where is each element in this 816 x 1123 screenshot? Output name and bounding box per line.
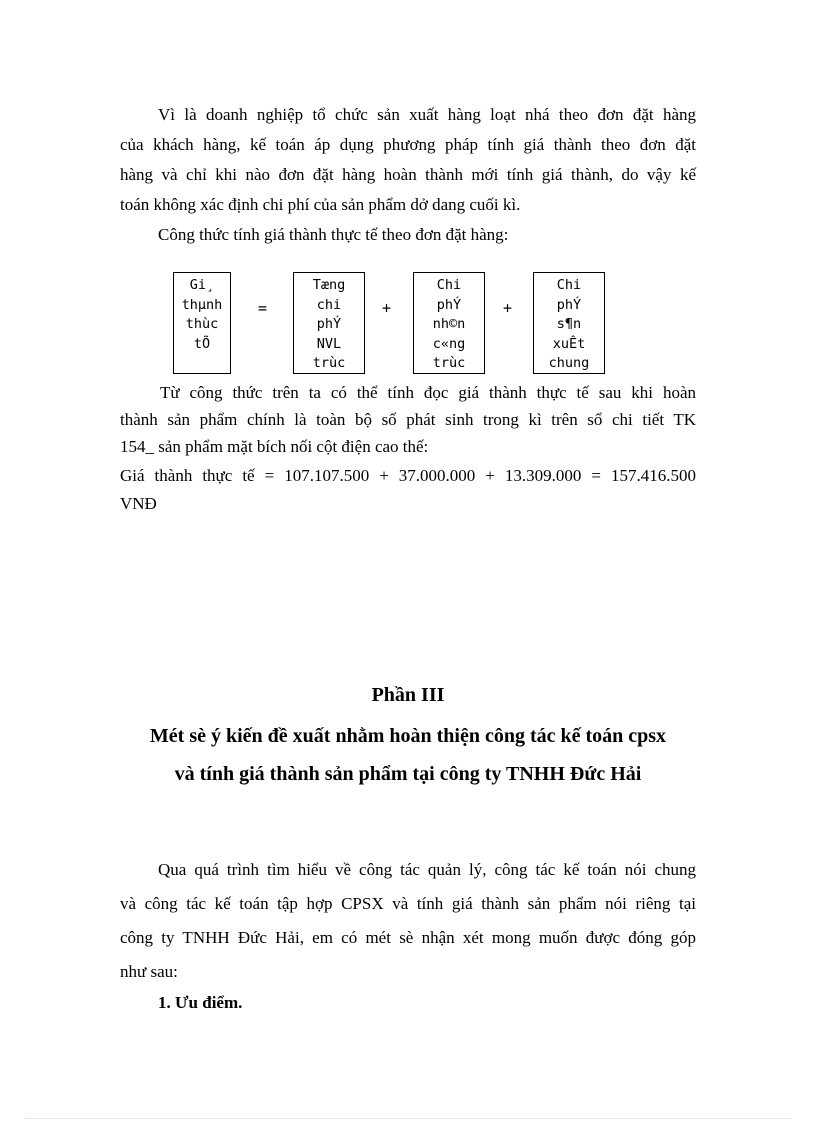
text-line: của khách hàng, kế toán áp dụng phương pháp tính giá thành theo đơn đặt <box>120 135 696 154</box>
text-line: toán không xác định chi phí của sản phẩm dở dang cuối kì. <box>120 195 521 214</box>
box-line: nh©n <box>432 316 466 332</box>
box-line: s¶n <box>556 316 582 332</box>
text-line: Từ công thức trên ta có thể tính đọc giá thành thực tế sau khi hoàn <box>160 383 696 402</box>
text-line: Công thức tính giá thành thực tế theo đơn đặt hàng: <box>158 225 509 244</box>
text-line: công ty TNHH Đức Hải, em có mét sè nhận xét mong muốn được đóng góp <box>120 928 696 947</box>
box-line: chung <box>548 355 590 371</box>
plus-sign: + <box>382 299 392 317</box>
formula-box-labor <box>413 272 485 374</box>
formula-box-overhead <box>533 272 605 374</box>
text-line: Giá thành thực tế = 107.107.500 + 37.000.000 + 13.309.000 = 157.416.500 <box>120 466 696 485</box>
box-line: Tæng <box>312 277 346 293</box>
box-line: chi <box>316 296 342 313</box>
plus-sign: + <box>503 299 513 317</box>
box-line: phÝ <box>556 296 582 313</box>
equals-sign: = <box>258 299 268 317</box>
box-line: Gi¸ <box>189 277 215 293</box>
box-line: trùc <box>312 355 346 371</box>
box-line: phÝ <box>436 296 462 313</box>
text-line: VNĐ <box>120 494 157 513</box>
box-line: phÝ <box>316 316 342 332</box>
box-line: trùc <box>432 355 466 371</box>
review-paragraph <box>120 853 696 989</box>
calculation-paragraph <box>120 379 696 460</box>
section-title-line-1: Mét sè ý kiến đề xuất nhằm hoàn thiện công tác kế toán cpsx <box>149 725 667 747</box>
text-line: Qua quá trình tìm hiểu về công tác quản lý, công tác kế toán nói chung <box>158 860 696 879</box>
text-line: 154_ sản phẩm mặt bích nối cột điện cao thế: <box>120 437 429 456</box>
box-line: xuÊt <box>552 335 586 352</box>
total-cost-line <box>120 462 696 518</box>
text-line: hàng và chỉ khi nào đơn đặt hàng hoàn thành mới tính giá thành, do vậy kế <box>120 165 696 184</box>
box-line: c«ng <box>432 335 466 352</box>
advantages-heading: 1. Ưu điểm. <box>158 993 243 1012</box>
formula-intro <box>120 220 696 250</box>
text-line: như sau: <box>120 962 178 981</box>
section-title-line-2: và tính giá thành sản phẩm tại công ty TNHH Đức Hải <box>174 763 642 785</box>
box-line: thµnh <box>181 296 223 313</box>
text-line: thành sản phẩm chính là toàn bộ số phát sinh trong kì trên sổ chi tiết TK <box>120 410 696 429</box>
text-line: và công tác kế toán tập hợp CPSX và tính giá thành sản phẩm nói riêng tại <box>120 894 696 913</box>
part-heading: Phần III <box>371 684 445 706</box>
box-line: Chi <box>436 277 462 293</box>
text-line: Vì là doanh nghiệp tổ chức sản xuất hàng loạt nhá theo đơn đặt hàng <box>158 105 696 124</box>
formula-box-material <box>293 272 365 374</box>
box-line: thùc <box>185 316 219 332</box>
formula-box-cost <box>173 272 231 374</box>
intro-paragraph <box>120 100 696 220</box>
box-line: NVL <box>316 335 342 352</box>
box-line: tÕ <box>193 335 211 352</box>
page-bottom-divider <box>24 1118 792 1119</box>
box-line: Chi <box>556 277 582 293</box>
